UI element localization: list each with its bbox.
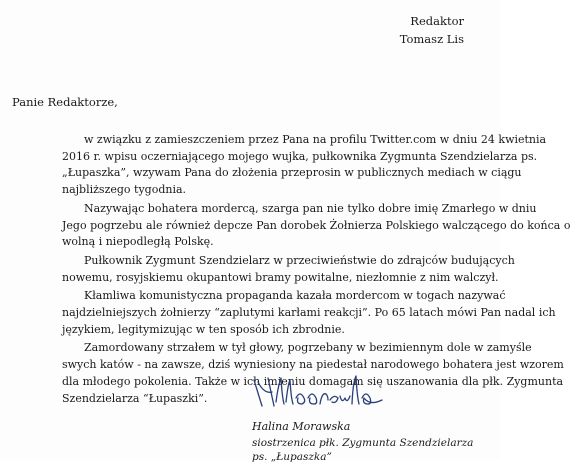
paragraph-line: Nazywając bohatera mordercą, szarga pan nie tylko dobre imię Zmarłego w dniu <box>84 201 537 215</box>
signer-title-line: siostrzenica płk. Zygmunta Szendzielarza <box>252 437 474 449</box>
handwritten-signature <box>248 368 388 416</box>
paragraph-1 <box>40 132 547 199</box>
paragraph-line: najdzielniejszych żołnierzy “zaplutymi karłami reakcji”. Po 65 latach mówi Pan nadal ich <box>62 306 556 320</box>
paragraph-line: Pułkownik Zygmunt Szendzielarz w przeciwieństwie do zdrajców budujących <box>84 253 515 267</box>
paragraph-line: nowemu, rosyjskiemu okupantowi bramy powitalne, niezłomnie z nim walczył. <box>62 270 499 284</box>
paragraph-line: 2016 r. wpisu oczerniającego mojego wujka, pułkownika Zygmunta Szendzielarza ps. <box>62 149 538 163</box>
paragraph-3 <box>40 253 515 286</box>
paragraph-2 <box>40 201 570 251</box>
addressee-role: Redaktor <box>410 14 464 28</box>
paragraph-line: wolną i niepodległą Polskę. <box>62 235 214 249</box>
paragraph-line: najbliższego tygodnia. <box>62 183 187 197</box>
signer-title-line: ps. „Łupaszka” <box>252 451 332 463</box>
signer-title <box>252 436 473 464</box>
paragraph-line: Kłamliwa komunistyczna propaganda kazała mordercom w togach nazywać <box>84 289 506 303</box>
paragraph-line: Zamordowany strzałem w tył głowy, pogrzebany w bezimiennym dole w zamyśle <box>84 341 532 355</box>
paragraph-line: „Łupaszka”, wzywam Pana do złożenia przeprosin w publicznych mediach w ciągu <box>62 166 522 180</box>
paragraph-line: Jego pogrzebu ale również depcze Pan dorobek Żołnierza Polskiego walczącego do końca o <box>62 218 570 232</box>
addressee-block <box>400 12 464 48</box>
signature-block <box>240 368 480 463</box>
addressee-name: Tomasz Lis <box>399 32 464 46</box>
paragraph-line: dla młodego pokolenia. Także w ich imieniu domagam się uszanowania dla płk. Zygmunta <box>62 374 564 388</box>
paragraph-line: w związku z zamieszczeniem przez Pana na profilu Twitter.com w dniu 24 kwietnia <box>84 133 547 146</box>
signer-name: Halina Morawska <box>252 420 351 433</box>
paragraph-4 <box>40 288 556 338</box>
salutation: Panie Redaktorze, <box>12 95 118 109</box>
paragraph-line: Szendzielarza “Łupaszki”. <box>62 391 208 405</box>
paragraph-line: swych katów - na zawsze, dziś wyniesiony na piedestał narodowego bohatera jest wzorem <box>62 358 564 372</box>
paragraph-line: językiem, legitymizując w ten sposób ich zbrodnie. <box>62 322 345 336</box>
